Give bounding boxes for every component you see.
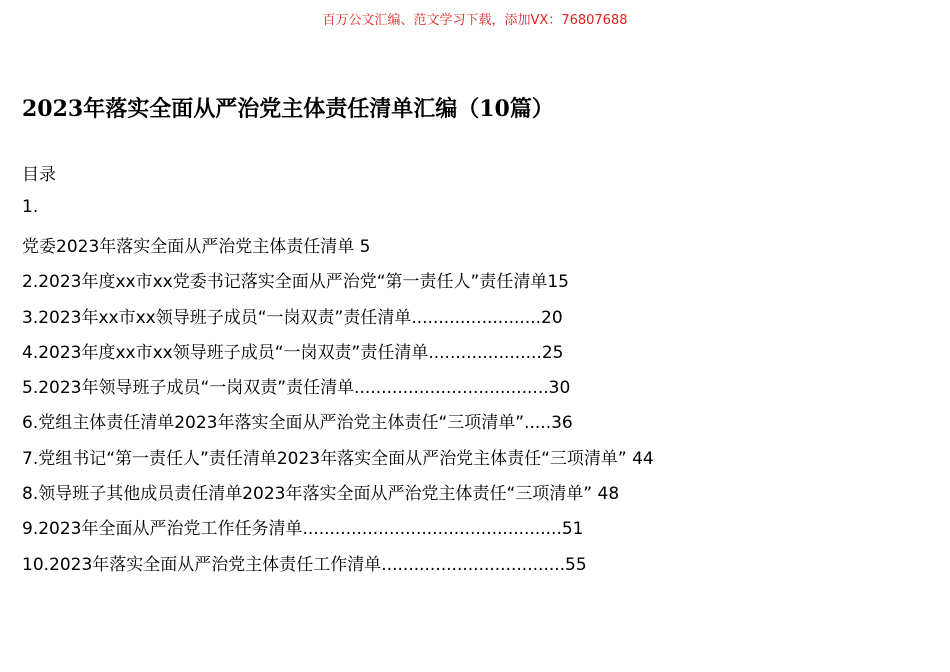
toc-item[interactable]: 6.党组主体责任清单2023年落实全面从严治党主体责任“三项清单”.....36 (22, 413, 573, 434)
toc-first-number: 1. (22, 197, 39, 217)
toc-item[interactable]: 7.党组书记“第一责任人”责任清单2023年落实全面从严治党主体责任“三项清单” 44 (22, 448, 654, 469)
download-banner: 百万公文汇编、范文学习下载，添加VX：76807688 (322, 13, 628, 28)
toc-item[interactable]: 3.2023年xx市xx领导班子成员“一岗双责”责任清单........................20 (22, 307, 563, 328)
toc-item[interactable]: 党委2023年落实全面从严治党主体责任清单 5 (22, 237, 371, 257)
toc-heading: 目录 (22, 165, 56, 185)
toc-item[interactable]: 4.2023年度xx市xx领导班子成员“一岗双责”责任清单.....................25 (22, 342, 564, 363)
toc-list (22, 230, 654, 583)
document-title: 2023年落实全面从严治党主体责任清单汇编（10篇） (22, 96, 554, 122)
toc-item[interactable]: 9.2023年全面从严治党工作任务清单................................................51 (22, 519, 584, 540)
toc-item[interactable]: 2.2023年度xx市xx党委书记落实全面从严治党“第一责任人”责任清单15 (22, 272, 569, 293)
toc-item[interactable]: 8.领导班子其他成员责任清单2023年落实全面从严治党主体责任“三项清单” 48 (22, 484, 620, 505)
toc-item[interactable]: 5.2023年领导班子成员“一岗双责”责任清单....................................30 (22, 378, 571, 399)
toc-item[interactable]: 10.2023年落实全面从严治党主体责任工作清单..................................55 (22, 554, 587, 575)
